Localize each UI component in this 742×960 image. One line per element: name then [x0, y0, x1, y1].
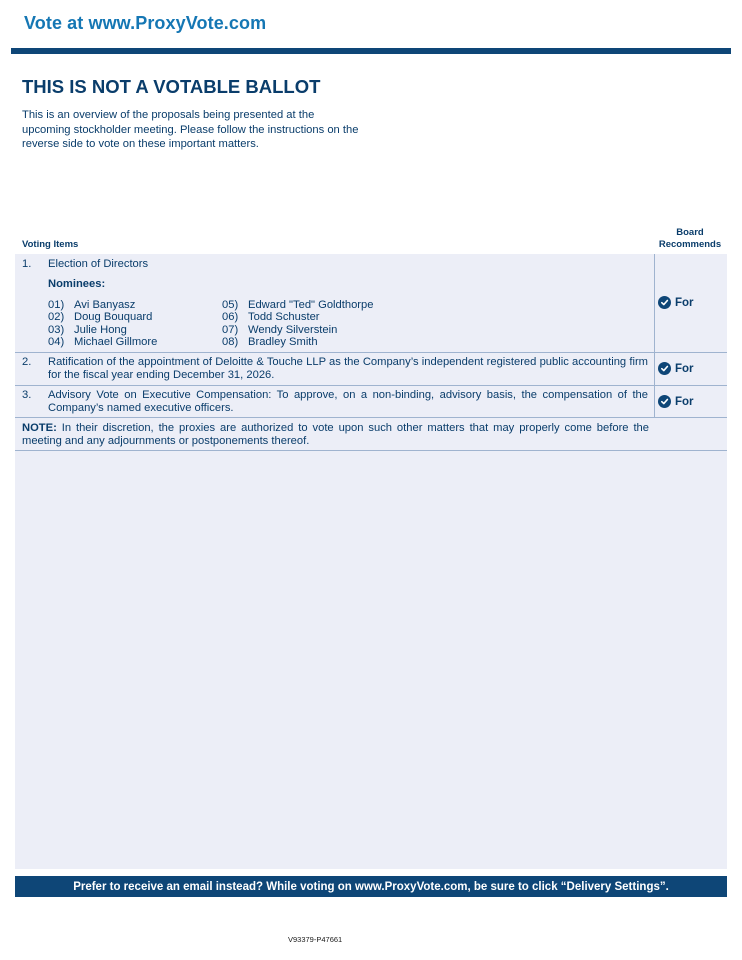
nominee [48, 324, 157, 336]
nominee-index: 03) [48, 323, 65, 336]
page-title: THIS IS NOT A VOTABLE BALLOT [22, 76, 321, 97]
vote-link-header[interactable]: Vote at www.ProxyVote.com [24, 13, 267, 33]
board-recommendation [658, 395, 694, 408]
item-number: 2. [22, 356, 32, 368]
nominee-index: 04) [48, 336, 65, 349]
nominee [222, 336, 373, 348]
nominee [48, 299, 157, 311]
voting-item-row [15, 254, 727, 353]
item-number: 3. [22, 389, 32, 401]
voting-items-panel [15, 254, 727, 869]
column-divider [654, 254, 655, 352]
recommendation-label: For [675, 362, 694, 375]
item-text: Ratification of the appointment of Deloitte & Touche LLP as the Company’s independent registered public accounting firm for the fiscal year ending December 31, 2026. [48, 356, 648, 381]
nominee [222, 299, 373, 311]
board-recommends-line1: Board [676, 227, 704, 238]
nominees-label: Nominees: [48, 278, 106, 290]
nominee-name: Avi Banyasz [74, 299, 136, 311]
nominee-name: Wendy Silverstein [248, 323, 338, 336]
note-text [22, 422, 649, 447]
item-number: 1. [22, 258, 32, 270]
footer-text: Prefer to receive an email instead? While voting on www.ProxyVote.com, be sure to click “Delivery Settings”. [73, 880, 669, 893]
recommendation-label: For [675, 296, 694, 309]
voting-item-row [15, 353, 727, 386]
nominee [48, 311, 157, 323]
nominee [48, 336, 157, 348]
nominee-index: 02) [48, 311, 65, 324]
board-recommends-header [654, 227, 726, 251]
note-label: NOTE: [22, 422, 57, 434]
voting-item-row [15, 386, 727, 418]
note-row [15, 418, 727, 451]
board-recommends-line2: Recommends [658, 239, 722, 250]
item-text: Advisory Vote on Executive Compensation: To approve, on a non-binding, advisory basis, the compensation of the Company’s named executive officers. [48, 389, 648, 414]
delivery-settings-banner [15, 876, 727, 897]
nominee-name: Michael Gillmore [74, 336, 158, 349]
nominee-index: 08) [222, 336, 239, 349]
nominee-name: Julie Hong [74, 323, 127, 336]
recommendation-label: For [675, 395, 694, 408]
board-recommendation [658, 362, 694, 375]
intro-text: This is an overview of the proposals being presented at the upcoming stockholder meeting. Please follow the instructions on the reverse side to vote on these important matters. [22, 109, 359, 150]
voting-items-header: Voting Items [22, 239, 79, 250]
board-recommendation [658, 296, 694, 309]
nominee [222, 311, 373, 323]
nominee [222, 324, 373, 336]
nominee-list-left [48, 299, 157, 349]
check-circle-icon [658, 362, 671, 375]
column-divider [654, 353, 655, 385]
check-circle-icon [658, 395, 671, 408]
nominee-name: Doug Bouquard [74, 311, 153, 324]
nominee-name: Bradley Smith [248, 336, 318, 349]
nominee-name: Edward "Ted" Goldthorpe [248, 299, 374, 311]
nominee-index: 06) [222, 311, 239, 324]
nominee-index: 01) [48, 299, 65, 311]
nominee-list-right [222, 299, 373, 349]
nominee-name: Todd Schuster [248, 311, 320, 324]
note-body: In their discretion, the proxies are authorized to vote upon such other matters that may properly come before the meeting and any adjournments or postponements thereof. [22, 422, 649, 447]
item-text: Election of Directors [48, 258, 149, 270]
document-code: V93379-P47661 [288, 935, 343, 944]
nominee-index: 05) [222, 299, 239, 311]
check-circle-icon [658, 296, 671, 309]
nominee-index: 07) [222, 323, 239, 336]
header-rule [11, 48, 731, 54]
column-divider [654, 386, 655, 417]
